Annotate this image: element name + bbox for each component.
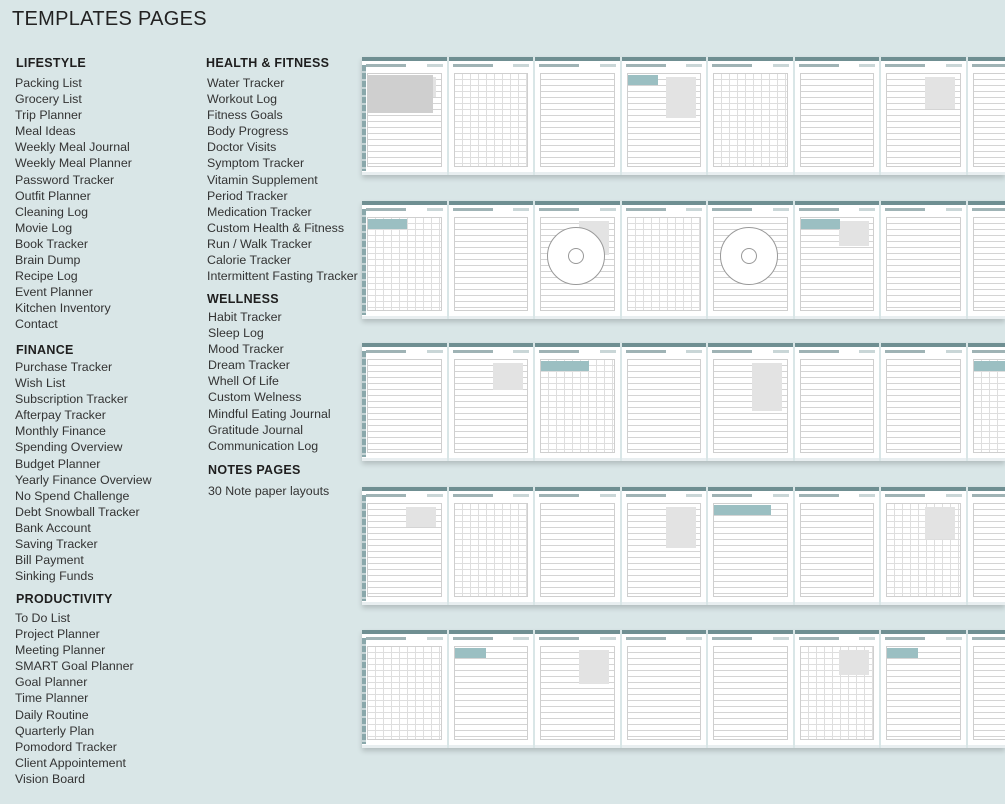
list-item: Body Progress — [207, 124, 289, 139]
list-item: Event Planner — [15, 285, 93, 300]
template-page-thumbnail — [968, 57, 1005, 175]
list-item: SMART Goal Planner — [15, 659, 134, 674]
template-page-thumbnail — [795, 487, 880, 605]
list-item: Yearly Finance Overview — [15, 472, 152, 487]
list-item: Recipe Log — [15, 269, 78, 284]
list-item: Afterpay Tracker — [15, 408, 106, 423]
lifestyle-list — [15, 75, 132, 333]
template-page-thumbnail — [449, 201, 534, 319]
template-page-thumbnail — [449, 487, 534, 605]
list-item: Budget Planner — [15, 456, 101, 471]
productivity-list — [15, 610, 134, 787]
list-item: Kitchen Inventory — [15, 301, 111, 316]
finance-heading: FINANCE — [16, 343, 74, 357]
thumbnail-row — [362, 630, 1005, 748]
list-item: Workout Log — [207, 92, 278, 107]
page-title: TEMPLATES PAGES — [12, 8, 207, 30]
template-page-thumbnail — [449, 343, 534, 461]
list-item: Symptom Tracker — [207, 156, 305, 171]
template-page-thumbnail — [535, 630, 620, 748]
lifestyle-heading: LIFESTYLE — [16, 56, 87, 70]
template-page-thumbnail — [622, 343, 707, 461]
list-item: Period Tracker — [207, 188, 288, 203]
list-item: Spending Overview — [15, 440, 123, 455]
list-item: Doctor Visits — [207, 140, 277, 155]
list-item: Custom Welness — [208, 390, 302, 405]
list-item: Movie Log — [15, 220, 73, 235]
thumbnail-row — [362, 487, 1005, 605]
template-page-thumbnail — [622, 487, 707, 605]
list-item: Pomodord Tracker — [15, 739, 117, 754]
template-page-thumbnail — [622, 57, 707, 175]
list-item: Mood Tracker — [208, 342, 284, 357]
list-item: Dream Tracker — [208, 358, 290, 373]
template-page-thumbnail — [535, 57, 620, 175]
template-page-thumbnail — [449, 630, 534, 748]
health-heading: HEALTH & FITNESS — [206, 56, 330, 70]
list-item: Quarterly Plan — [15, 723, 95, 738]
list-item: Trip Planner — [15, 108, 83, 123]
list-item: Wish List — [15, 376, 66, 391]
template-page-thumbnail — [708, 201, 793, 319]
list-item: Client Appointement — [15, 755, 126, 770]
thumbnail-row — [362, 57, 1005, 175]
list-item: Monthly Finance — [15, 424, 106, 439]
template-page-thumbnail — [708, 487, 793, 605]
template-page-thumbnail — [708, 630, 793, 748]
template-page-thumbnail — [362, 201, 447, 319]
notes-list — [208, 483, 329, 499]
list-item: Meal Ideas — [15, 124, 76, 139]
template-page-thumbnail — [968, 343, 1005, 461]
template-page-thumbnail — [968, 201, 1005, 319]
template-page-thumbnail — [362, 57, 447, 175]
thumbnail-row — [362, 201, 1005, 319]
list-item: To Do List — [15, 611, 71, 625]
template-page-thumbnail — [362, 343, 447, 461]
wellness-list — [208, 309, 331, 454]
template-page-thumbnail — [968, 630, 1005, 748]
template-page-thumbnail — [622, 630, 707, 748]
template-page-thumbnail — [795, 630, 880, 748]
finance-list — [15, 359, 152, 584]
template-page-thumbnail — [795, 201, 880, 319]
list-item: Outfit Planner — [15, 188, 91, 203]
list-item: Sleep Log — [208, 326, 264, 341]
template-page-thumbnail — [968, 487, 1005, 605]
list-item: Time Planner — [15, 691, 89, 706]
template-page-thumbnail — [535, 487, 620, 605]
list-item: Weekly Meal Planner — [15, 156, 132, 171]
list-item: Saving Tracker — [15, 537, 98, 552]
list-item: Vision Board — [15, 771, 86, 786]
list-item: Habit Tracker — [208, 310, 282, 324]
template-page-thumbnail — [881, 343, 966, 461]
template-page-thumbnail — [449, 57, 534, 175]
list-item: Password Tracker — [15, 172, 115, 187]
list-item: Brain Dump — [15, 253, 81, 268]
notes-heading: NOTES PAGES — [208, 463, 301, 477]
template-page-thumbnail — [535, 343, 620, 461]
list-item: Gratitude Journal — [208, 422, 304, 437]
template-page-thumbnail — [881, 630, 966, 748]
list-item: Calorie Tracker — [207, 253, 292, 268]
list-item: Mindful Eating Journal — [208, 406, 331, 421]
list-item: Daily Routine — [15, 707, 89, 722]
list-item: Book Tracker — [15, 236, 88, 251]
list-item: Custom Health & Fitness — [207, 220, 345, 235]
list-item: Whell Of Life — [208, 374, 279, 389]
list-item: Water Tracker — [207, 76, 285, 90]
list-item: Intermittent Fasting Tracker — [207, 269, 358, 284]
template-page-thumbnail — [881, 57, 966, 175]
template-page-thumbnail — [881, 487, 966, 605]
health-list — [207, 75, 358, 284]
template-thumbnails — [362, 57, 1005, 757]
template-page-thumbnail — [622, 201, 707, 319]
list-item: Grocery List — [15, 92, 82, 107]
template-page-thumbnail — [708, 343, 793, 461]
template-page-thumbnail — [708, 57, 793, 175]
list-item: Goal Planner — [15, 675, 88, 690]
template-page-thumbnail — [362, 487, 447, 605]
template-page-thumbnail — [795, 57, 880, 175]
template-page-thumbnail — [881, 201, 966, 319]
list-item: Communication Log — [208, 438, 319, 453]
template-page-thumbnail — [795, 343, 880, 461]
list-item: Cleaning Log — [15, 204, 89, 219]
list-item: Subscription Tracker — [15, 392, 128, 407]
list-item: Meeting Planner — [15, 643, 106, 658]
list-item: Sinking Funds — [15, 569, 94, 584]
list-item: Contact — [15, 317, 58, 332]
list-item: Weekly Meal Journal — [15, 140, 130, 155]
list-item: Bill Payment — [15, 553, 84, 568]
productivity-heading: PRODUCTIVITY — [16, 592, 113, 606]
list-item: Bank Account — [15, 520, 91, 535]
list-item: Debt Snowball Tracker — [15, 504, 140, 519]
list-item: No Spend Challenge — [15, 488, 130, 503]
list-item: Fitness Goals — [207, 108, 283, 123]
template-page-thumbnail — [362, 630, 447, 748]
list-item: Medication Tracker — [207, 204, 312, 219]
list-item: Purchase Tracker — [15, 360, 113, 374]
list-item: Packing List — [15, 76, 82, 90]
list-item: Run / Walk Tracker — [207, 236, 312, 251]
wellness-heading: WELLNESS — [207, 292, 279, 306]
template-page-thumbnail — [535, 201, 620, 319]
list-item: Project Planner — [15, 627, 100, 642]
list-item: 30 Note paper layouts — [208, 484, 330, 498]
list-item: Vitamin Supplement — [207, 172, 318, 187]
thumbnail-row — [362, 343, 1005, 461]
